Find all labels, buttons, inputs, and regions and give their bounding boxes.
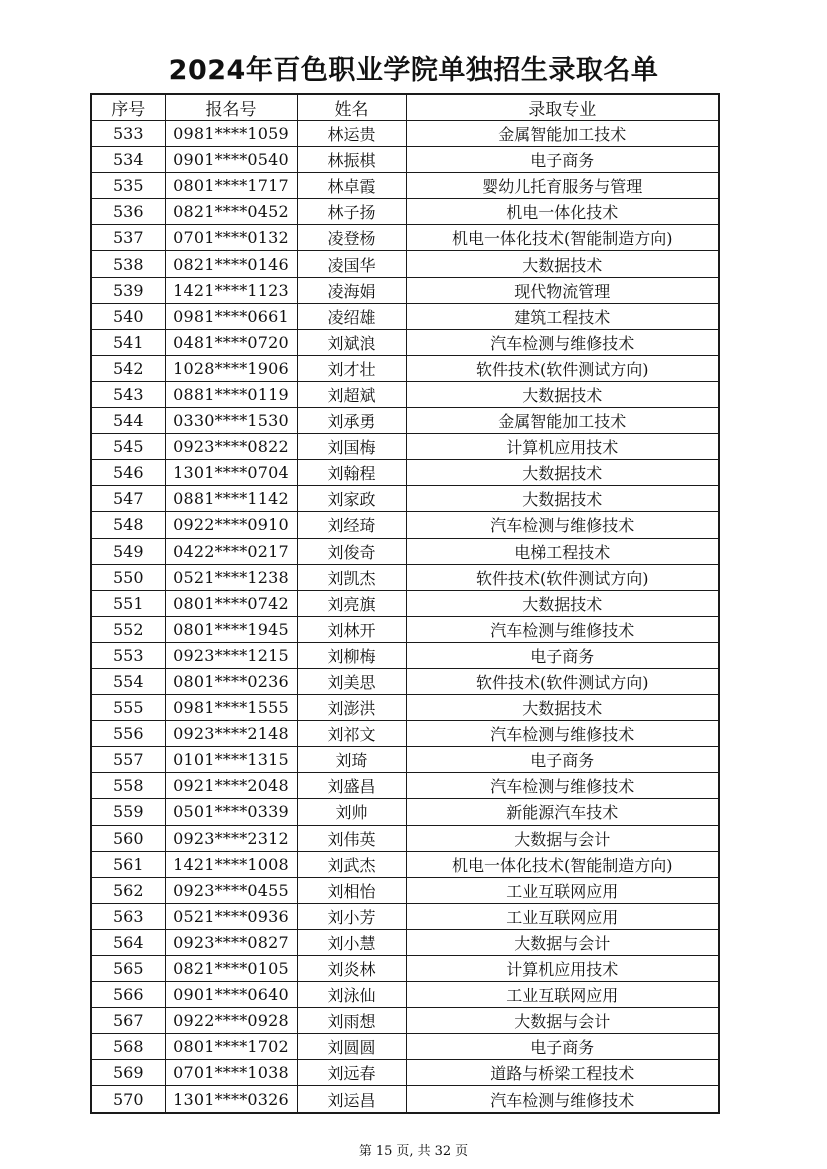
cell-registration-number: 0923****0455 (165, 877, 297, 903)
cell-registration-number: 1421****1123 (165, 277, 297, 303)
cell-name: 刘翰程 (297, 460, 406, 486)
cell-name: 刘伟英 (297, 825, 406, 851)
cell-seq: 535 (91, 173, 165, 199)
table-row (91, 1034, 719, 1060)
cell-major: 大数据技术 (406, 251, 719, 277)
cell-registration-number: 0881****1142 (165, 486, 297, 512)
cell-major: 电子商务 (406, 642, 719, 668)
cell-seq: 560 (91, 825, 165, 851)
table-row (91, 799, 719, 825)
cell-seq: 569 (91, 1060, 165, 1086)
cell-name: 刘雨想 (297, 1008, 406, 1034)
header-major: 录取专业 (406, 94, 719, 121)
footer-total-pages: 32 (434, 1144, 452, 1159)
cell-registration-number: 1301****0704 (165, 460, 297, 486)
cell-major: 建筑工程技术 (406, 303, 719, 329)
table-row (91, 173, 719, 199)
cell-seq: 557 (91, 747, 165, 773)
cell-name: 刘斌浪 (297, 329, 406, 355)
cell-name: 刘相怡 (297, 877, 406, 903)
cell-seq: 548 (91, 512, 165, 538)
cell-seq: 559 (91, 799, 165, 825)
cell-registration-number: 0922****0928 (165, 1008, 297, 1034)
table-row (91, 355, 719, 381)
cell-registration-number: 0330****1530 (165, 408, 297, 434)
cell-seq: 551 (91, 590, 165, 616)
cell-name: 刘澎洪 (297, 695, 406, 721)
cell-registration-number: 0422****0217 (165, 538, 297, 564)
cell-major: 汽车检测与维修技术 (406, 616, 719, 642)
cell-major: 工业互联网应用 (406, 903, 719, 929)
cell-registration-number: 1028****1906 (165, 355, 297, 381)
cell-major: 计算机应用技术 (406, 956, 719, 982)
table-row (91, 695, 719, 721)
footer-total-unit: 页 (455, 1144, 469, 1159)
table-row (91, 408, 719, 434)
cell-seq: 553 (91, 642, 165, 668)
cell-registration-number: 0881****0119 (165, 381, 297, 407)
cell-seq: 564 (91, 929, 165, 955)
cell-major: 大数据与会计 (406, 929, 719, 955)
table-row (91, 1086, 719, 1113)
cell-major: 金属智能加工技术 (406, 121, 719, 147)
cell-registration-number: 0923****0822 (165, 434, 297, 460)
cell-name: 刘武杰 (297, 851, 406, 877)
cell-major: 金属智能加工技术 (406, 408, 719, 434)
table-row (91, 1060, 719, 1086)
cell-registration-number: 0901****0540 (165, 147, 297, 173)
cell-registration-number: 0923****0827 (165, 929, 297, 955)
table-row (91, 434, 719, 460)
cell-major: 现代物流管理 (406, 277, 719, 303)
cell-name: 林振棋 (297, 147, 406, 173)
table-row (91, 225, 719, 251)
cell-major: 大数据技术 (406, 486, 719, 512)
cell-major: 软件技术(软件测试方向) (406, 564, 719, 590)
cell-major: 汽车检测与维修技术 (406, 721, 719, 747)
admission-list-table (90, 93, 720, 1114)
table-row (91, 825, 719, 851)
cell-name: 刘炎林 (297, 956, 406, 982)
cell-name: 刘俊奇 (297, 538, 406, 564)
cell-major: 道路与桥梁工程技术 (406, 1060, 719, 1086)
cell-name: 刘才壮 (297, 355, 406, 381)
cell-name: 刘小慧 (297, 929, 406, 955)
cell-major: 大数据技术 (406, 460, 719, 486)
cell-registration-number: 0821****0105 (165, 956, 297, 982)
cell-registration-number: 0801****1717 (165, 173, 297, 199)
table-row (91, 564, 719, 590)
cell-seq: 550 (91, 564, 165, 590)
cell-name: 林卓霞 (297, 173, 406, 199)
cell-seq: 533 (91, 121, 165, 147)
table-row (91, 381, 719, 407)
cell-name: 刘泳仙 (297, 982, 406, 1008)
cell-name: 刘国梅 (297, 434, 406, 460)
table-row (91, 121, 719, 147)
cell-seq: 554 (91, 668, 165, 694)
cell-major: 大数据技术 (406, 590, 719, 616)
cell-registration-number: 0101****1315 (165, 747, 297, 773)
cell-seq: 555 (91, 695, 165, 721)
cell-seq: 558 (91, 773, 165, 799)
cell-major: 软件技术(软件测试方向) (406, 355, 719, 381)
cell-name: 刘远春 (297, 1060, 406, 1086)
cell-seq: 562 (91, 877, 165, 903)
cell-seq: 536 (91, 199, 165, 225)
cell-registration-number: 0821****0452 (165, 199, 297, 225)
footer-page-label: 第 (358, 1144, 372, 1159)
cell-major: 计算机应用技术 (406, 434, 719, 460)
cell-major: 汽车检测与维修技术 (406, 329, 719, 355)
cell-registration-number: 0501****0339 (165, 799, 297, 825)
cell-registration-number: 0901****0640 (165, 982, 297, 1008)
table-row (91, 1008, 719, 1034)
cell-seq: 537 (91, 225, 165, 251)
cell-major: 汽车检测与维修技术 (406, 512, 719, 538)
cell-major: 电子商务 (406, 147, 719, 173)
cell-name: 凌登杨 (297, 225, 406, 251)
cell-name: 刘圆圆 (297, 1034, 406, 1060)
cell-name: 刘承勇 (297, 408, 406, 434)
table-row (91, 668, 719, 694)
table-row (91, 329, 719, 355)
cell-seq: 570 (91, 1086, 165, 1113)
cell-name: 凌国华 (297, 251, 406, 277)
cell-seq: 539 (91, 277, 165, 303)
cell-major: 机电一体化技术(智能制造方向) (406, 851, 719, 877)
cell-registration-number: 0923****2148 (165, 721, 297, 747)
cell-major: 工业互联网应用 (406, 877, 719, 903)
footer-page-number: 15 (375, 1144, 393, 1159)
table-header-row (91, 94, 719, 121)
cell-seq: 568 (91, 1034, 165, 1060)
cell-registration-number: 0922****0910 (165, 512, 297, 538)
cell-seq: 534 (91, 147, 165, 173)
table-row (91, 460, 719, 486)
table-row (91, 747, 719, 773)
cell-registration-number: 0981****0661 (165, 303, 297, 329)
table-row (91, 851, 719, 877)
table-row (91, 877, 719, 903)
cell-name: 林运贵 (297, 121, 406, 147)
table-row (91, 147, 719, 173)
table-row (91, 721, 719, 747)
table-row (91, 199, 719, 225)
cell-registration-number: 0701****1038 (165, 1060, 297, 1086)
cell-major: 新能源汽车技术 (406, 799, 719, 825)
cell-seq: 538 (91, 251, 165, 277)
cell-major: 机电一体化技术 (406, 199, 719, 225)
cell-registration-number: 0521****0936 (165, 903, 297, 929)
cell-registration-number: 0923****2312 (165, 825, 297, 851)
cell-seq: 541 (91, 329, 165, 355)
header-registration-number: 报名号 (165, 94, 297, 121)
cell-registration-number: 1421****1008 (165, 851, 297, 877)
cell-seq: 561 (91, 851, 165, 877)
cell-seq: 566 (91, 982, 165, 1008)
cell-seq: 565 (91, 956, 165, 982)
cell-major: 婴幼儿托育服务与管理 (406, 173, 719, 199)
cell-seq: 556 (91, 721, 165, 747)
footer-total-label: 共 (417, 1144, 431, 1159)
cell-registration-number: 0481****0720 (165, 329, 297, 355)
table-row (91, 956, 719, 982)
cell-major: 汽车检测与维修技术 (406, 773, 719, 799)
cell-name: 刘运昌 (297, 1086, 406, 1113)
cell-registration-number: 0801****1945 (165, 616, 297, 642)
cell-registration-number: 0981****1555 (165, 695, 297, 721)
cell-name: 刘凯杰 (297, 564, 406, 590)
cell-name: 凌绍雄 (297, 303, 406, 329)
cell-major: 软件技术(软件测试方向) (406, 668, 719, 694)
cell-seq: 549 (91, 538, 165, 564)
cell-registration-number: 0921****2048 (165, 773, 297, 799)
table-row (91, 303, 719, 329)
cell-seq: 552 (91, 616, 165, 642)
table-row (91, 903, 719, 929)
cell-name: 刘帅 (297, 799, 406, 825)
table-row (91, 616, 719, 642)
cell-major: 大数据与会计 (406, 1008, 719, 1034)
cell-registration-number: 0701****0132 (165, 225, 297, 251)
cell-major: 工业互联网应用 (406, 982, 719, 1008)
cell-name: 刘超斌 (297, 381, 406, 407)
cell-seq: 543 (91, 381, 165, 407)
table-row (91, 642, 719, 668)
table-row (91, 929, 719, 955)
table-row (91, 773, 719, 799)
cell-seq: 546 (91, 460, 165, 486)
cell-major: 大数据技术 (406, 381, 719, 407)
cell-name: 凌海娟 (297, 277, 406, 303)
cell-major: 大数据技术 (406, 695, 719, 721)
cell-registration-number: 0801****1702 (165, 1034, 297, 1060)
cell-seq: 544 (91, 408, 165, 434)
cell-registration-number: 1301****0326 (165, 1086, 297, 1113)
cell-name: 刘祁文 (297, 721, 406, 747)
cell-major: 电梯工程技术 (406, 538, 719, 564)
table-row (91, 590, 719, 616)
cell-name: 刘家政 (297, 486, 406, 512)
cell-seq: 563 (91, 903, 165, 929)
cell-name: 刘林开 (297, 616, 406, 642)
cell-registration-number: 0923****1215 (165, 642, 297, 668)
table-row (91, 512, 719, 538)
page-footer (0, 1143, 827, 1161)
cell-registration-number: 0821****0146 (165, 251, 297, 277)
cell-name: 刘经琦 (297, 512, 406, 538)
table-row (91, 251, 719, 277)
cell-name: 刘盛昌 (297, 773, 406, 799)
cell-name: 刘小芳 (297, 903, 406, 929)
page-title: 2024年百色职业学院单独招生录取名单 (168, 55, 659, 86)
cell-name: 刘柳梅 (297, 642, 406, 668)
cell-major: 大数据与会计 (406, 825, 719, 851)
cell-major: 汽车检测与维修技术 (406, 1086, 719, 1113)
cell-seq: 567 (91, 1008, 165, 1034)
cell-registration-number: 0801****0236 (165, 668, 297, 694)
cell-name: 刘亮旗 (297, 590, 406, 616)
footer-page-unit: 页, (396, 1144, 414, 1159)
cell-registration-number: 0801****0742 (165, 590, 297, 616)
cell-name: 刘琦 (297, 747, 406, 773)
header-seq: 序号 (91, 94, 165, 121)
cell-registration-number: 0521****1238 (165, 564, 297, 590)
cell-major: 机电一体化技术(智能制造方向) (406, 225, 719, 251)
table-body (91, 121, 719, 1113)
cell-seq: 542 (91, 355, 165, 381)
cell-name: 林子扬 (297, 199, 406, 225)
table-row (91, 486, 719, 512)
table-row (91, 538, 719, 564)
cell-registration-number: 0981****1059 (165, 121, 297, 147)
cell-seq: 540 (91, 303, 165, 329)
cell-major: 电子商务 (406, 1034, 719, 1060)
table-row (91, 982, 719, 1008)
cell-major: 电子商务 (406, 747, 719, 773)
header-name: 姓名 (297, 94, 406, 121)
cell-name: 刘美思 (297, 668, 406, 694)
table-row (91, 277, 719, 303)
cell-seq: 545 (91, 434, 165, 460)
cell-seq: 547 (91, 486, 165, 512)
